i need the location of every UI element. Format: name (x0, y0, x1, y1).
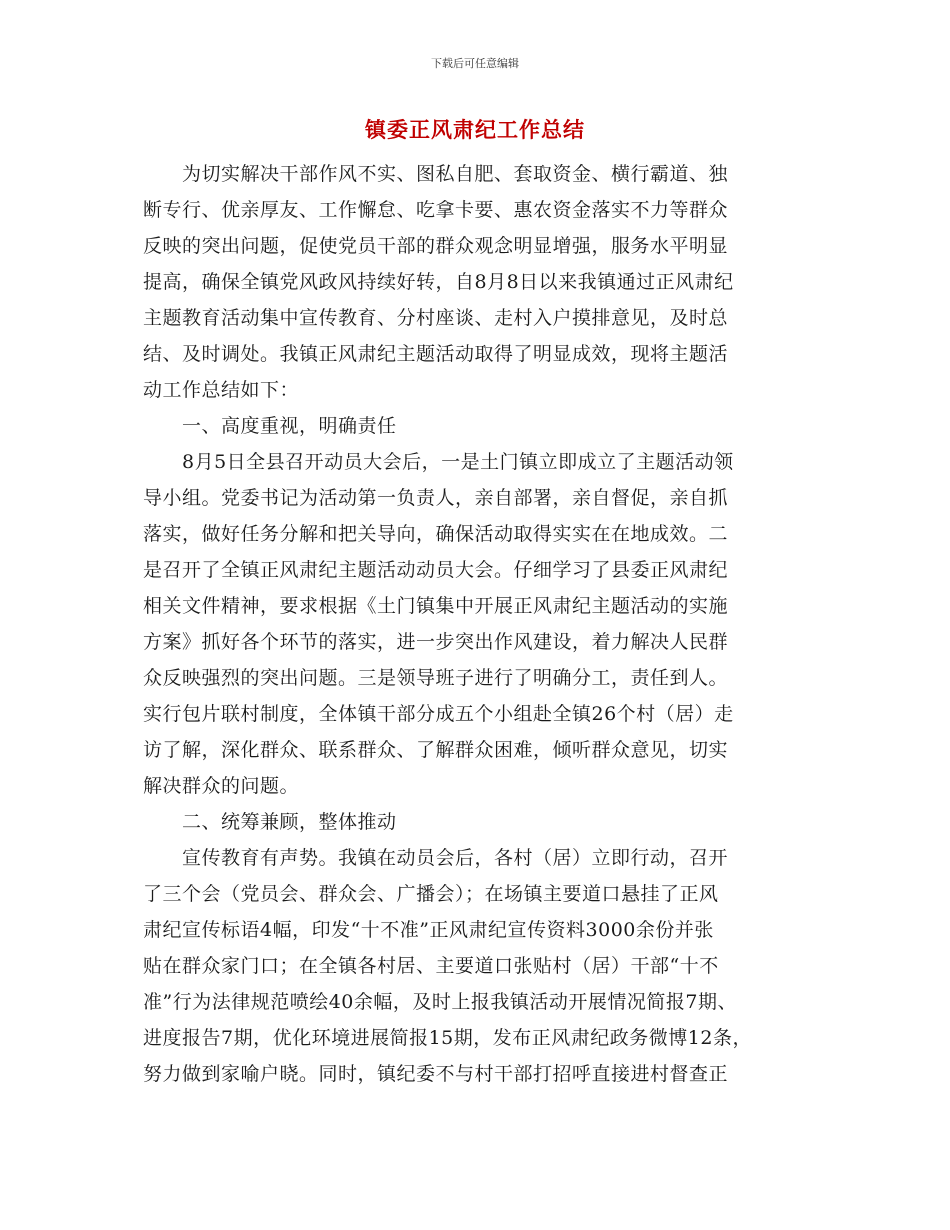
body-line: 肃纪宣传标语4幅，印发“十不准”正风肃纪宣传资料3000余份并张 (143, 919, 714, 941)
body-line: 是召开了全镇正风肃纪主题活动动员大会。仔细学习了县委正风肃纪 (143, 559, 729, 581)
body-line: 结、及时调处。我镇正风肃纪主题活动取得了明显成效，现将主题活 (143, 343, 729, 365)
body-line: 动工作总结如下： (143, 379, 300, 401)
body-line: 了三个会（党员会、群众会、广播会）；在场镇主要道口悬挂了正风 (143, 883, 719, 905)
document-title: 镇委正风肃纪工作总结 (365, 117, 585, 142)
body-line: 众反映强烈的突出问题。三是领导班子进行了明确分工，责任到人。 (143, 667, 729, 689)
header-note: 下载后可任意编辑 (431, 57, 519, 70)
body-line: 相关文件精神，要求根据《土门镇集中开展正风肃纪主题活动的实施 (143, 595, 729, 617)
body-line: 主题教育活动集中宣传教育、分村座谈、走村入户摸排意见，及时总 (143, 307, 729, 329)
body-line: 为切实解决干部作风不实、图私自肥、套取资金、横行霸道、独 (143, 163, 729, 185)
body-line: 解决群众的问题。 (143, 775, 300, 797)
body-line: 宣传教育有声势。我镇在动员会后，各村（居）立即行动，召开 (143, 847, 729, 869)
section-heading: 二、统筹兼顾，整体推动 (143, 811, 397, 833)
body-line: 8月5日全县召开动员大会后，一是土门镇立即成立了主题活动领 (143, 451, 734, 473)
body-line: 方案》抓好各个环节的落实，进一步突出作风建设，着力解决人民群 (143, 631, 729, 653)
body-line: 努力做到家喻户晓。同时，镇纪委不与村干部打招呼直接进村督查正 (143, 1063, 729, 1085)
body-line: 提高，确保全镇党风政风持续好转，自8月8日以来我镇通过正风肃纪 (143, 271, 734, 293)
body-line: 贴在群众家门口；在全镇各村居、主要道口张贴村（居）干部“十不 (143, 955, 719, 977)
body-line: 实行包片联村制度，全体镇干部分成五个小组赴全镇26个村（居）走 (143, 703, 734, 725)
body-line: 准”行为法律规范喷绘40余幅，及时上报我镇活动开展情况简报7期、 (143, 991, 737, 1013)
body-line: 进度报告7期，优化环境进展简报15期，发布正风肃纪政务微博12条， (143, 1027, 752, 1049)
body-line: 导小组。党委书记为活动第一负责人，亲自部署，亲自督促，亲自抓 (143, 487, 729, 509)
section-heading: 一、高度重视，明确责任 (143, 415, 397, 437)
body-line: 访了解，深化群众、联系群众、了解群众困难，倾听群众意见，切实 (143, 739, 729, 761)
body-line: 反映的突出问题，促使党员干部的群众观念明显增强，服务水平明显 (143, 235, 729, 257)
body-line: 断专行、优亲厚友、工作懈怠、吃拿卡要、惠农资金落实不力等群众 (143, 199, 729, 221)
body-line: 落实，做好任务分解和把关导向，确保活动取得实实在在地成效。二 (143, 523, 729, 545)
